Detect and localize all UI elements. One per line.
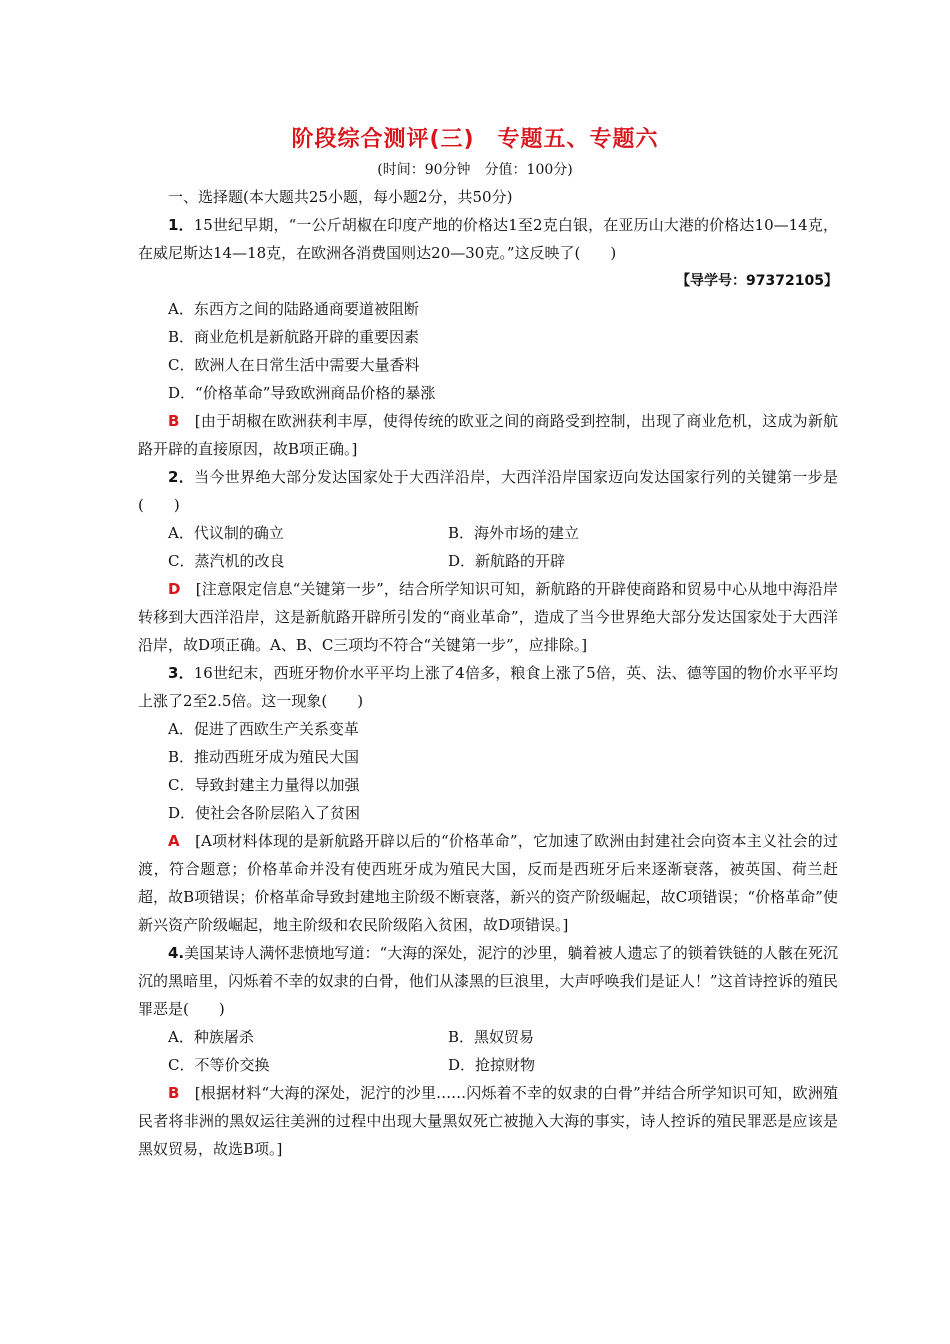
- option-d: D．抢掠财物: [448, 1056, 536, 1074]
- option-b: B．黑奴贸易: [448, 1028, 535, 1046]
- question-number: 4.: [168, 944, 185, 962]
- page-subtitle: (时间：90分钟 分值：100分): [377, 162, 573, 178]
- answer-letter: A: [168, 832, 180, 850]
- options-row: [168, 1023, 838, 1051]
- option-a: A．东西方之间的陆路通商要道被阻断: [168, 300, 419, 318]
- option-c: C．导致封建主力量得以加强: [168, 776, 360, 794]
- options-row: [168, 519, 838, 547]
- option-c: C．不等价交换: [168, 1056, 270, 1074]
- question-2-answer: [138, 575, 838, 659]
- option-b: B．商业危机是新航路开辟的重要因素: [168, 328, 420, 346]
- options-row: [168, 547, 838, 575]
- question-text: 15世纪早期，“一公斤胡椒在印度产地的价格达1至2克白银，在亚历山大港的价格达10—14克，在威尼斯达14—18克，在欧洲各消费国则达20—30克。”这反映了( ): [138, 216, 838, 262]
- content: [138, 183, 838, 1163]
- question-4-answer: [138, 1079, 838, 1163]
- option-c: C．蒸汽机的改良: [168, 552, 285, 570]
- option-b: B．推动西班牙成为殖民大国: [168, 748, 360, 766]
- option-d: D．“价格革命”导致欧洲商品价格的暴涨: [168, 384, 436, 402]
- question-4-stem: [138, 939, 838, 1023]
- answer-explanation: [由于胡椒在欧洲获利丰厚，使得传统的欧亚之间的商路受到控制，出现了商业危机，这成为新航路开辟的直接原因，故B项正确。]: [138, 412, 838, 458]
- answer-explanation: [A项材料体现的是新航路开辟以后的“价格革命”，它加速了欧洲由封建社会向资本主义社会的过渡，符合题意；价格革命并没有使西班牙成为殖民大国，反而是西班牙后来逐渐衰落，被英国、荷兰赶超，故B项错误；价格革命导致封建地主阶级不断衰落，新兴的资产阶级崛起，故C项错误；“价格革命”使新兴资产阶级崛起，地主阶级和农民阶级陷入贫困，故D项错误。]: [138, 832, 838, 934]
- question-3-stem: [138, 659, 838, 715]
- answer-letter: B: [168, 1084, 180, 1102]
- option-a: A．促进了西欧生产关系变革: [168, 720, 359, 738]
- answer-letter: D: [168, 580, 181, 598]
- question-number: 1．: [168, 216, 194, 234]
- option-d: D．新航路的开辟: [448, 552, 566, 570]
- option-b: B．海外市场的建立: [448, 524, 580, 542]
- question-text: 16世纪末，西班牙物价水平平均上涨了4倍多，粮食上涨了5倍，英、法、德等国的物价水平平均上涨了2至2.5倍。这一现象( ): [138, 664, 838, 710]
- option-c: C．欧洲人在日常生活中需要大量香料: [168, 356, 420, 374]
- question-3-answer: [138, 827, 838, 939]
- option-d: D．使社会各阶层陷入了贫困: [168, 804, 361, 822]
- question-2-stem: [138, 463, 838, 519]
- answer-letter: B: [168, 412, 180, 430]
- question-number: 3．: [168, 664, 194, 682]
- guide-number: 【导学号：97372105】: [676, 273, 838, 289]
- question-text: 当今世界绝大部分发达国家处于大西洋沿岸，大西洋沿岸国家迈向发达国家行列的关键第一步是( ): [138, 468, 838, 514]
- section-heading: 一、选择题(本大题共25小题，每小题2分，共50分): [168, 188, 513, 206]
- question-text: 美国某诗人满怀悲愤地写道：“大海的深处，泥泞的沙里，躺着被人遗忘了的锁着铁链的人骸在死沉沉的黑暗里，闪烁着不幸的奴隶的白骨，他们从漆黑的巨浪里，大声呼唤我们是证人！”这首诗控诉的殖民罪恶是( ): [138, 944, 838, 1018]
- question-number: 2．: [168, 468, 195, 486]
- question-1-stem: [138, 211, 838, 267]
- answer-explanation: [根据材料“大海的深处，泥泞的沙里……闪烁着不幸的奴隶的白骨”并结合所学知识可知，欧洲殖民者将非洲的黑奴运往美洲的过程中出现大量黑奴死亡被抛入大海的事实，诗人控诉的殖民罪恶是应该是黑奴贸易，故选B项。]: [138, 1084, 838, 1158]
- option-a: A．代议制的确立: [168, 524, 284, 542]
- option-a: A．种族屠杀: [168, 1028, 254, 1046]
- question-1-answer: [138, 407, 838, 463]
- page-title: 阶段综合测评(三) 专题五、专题六: [291, 127, 659, 152]
- options-row: [168, 1051, 838, 1079]
- answer-explanation: [注意限定信息“关键第一步”，结合所学知识可知，新航路的开辟使商路和贸易中心从地中海沿岸转移到大西洋沿岸，这是新航路开辟所引发的“商业革命”，造成了当今世界绝大部分发达国家处于大西洋沿岸，故D项正确。A、B、C三项均不符合“关键第一步”，应排除。]: [138, 580, 838, 654]
